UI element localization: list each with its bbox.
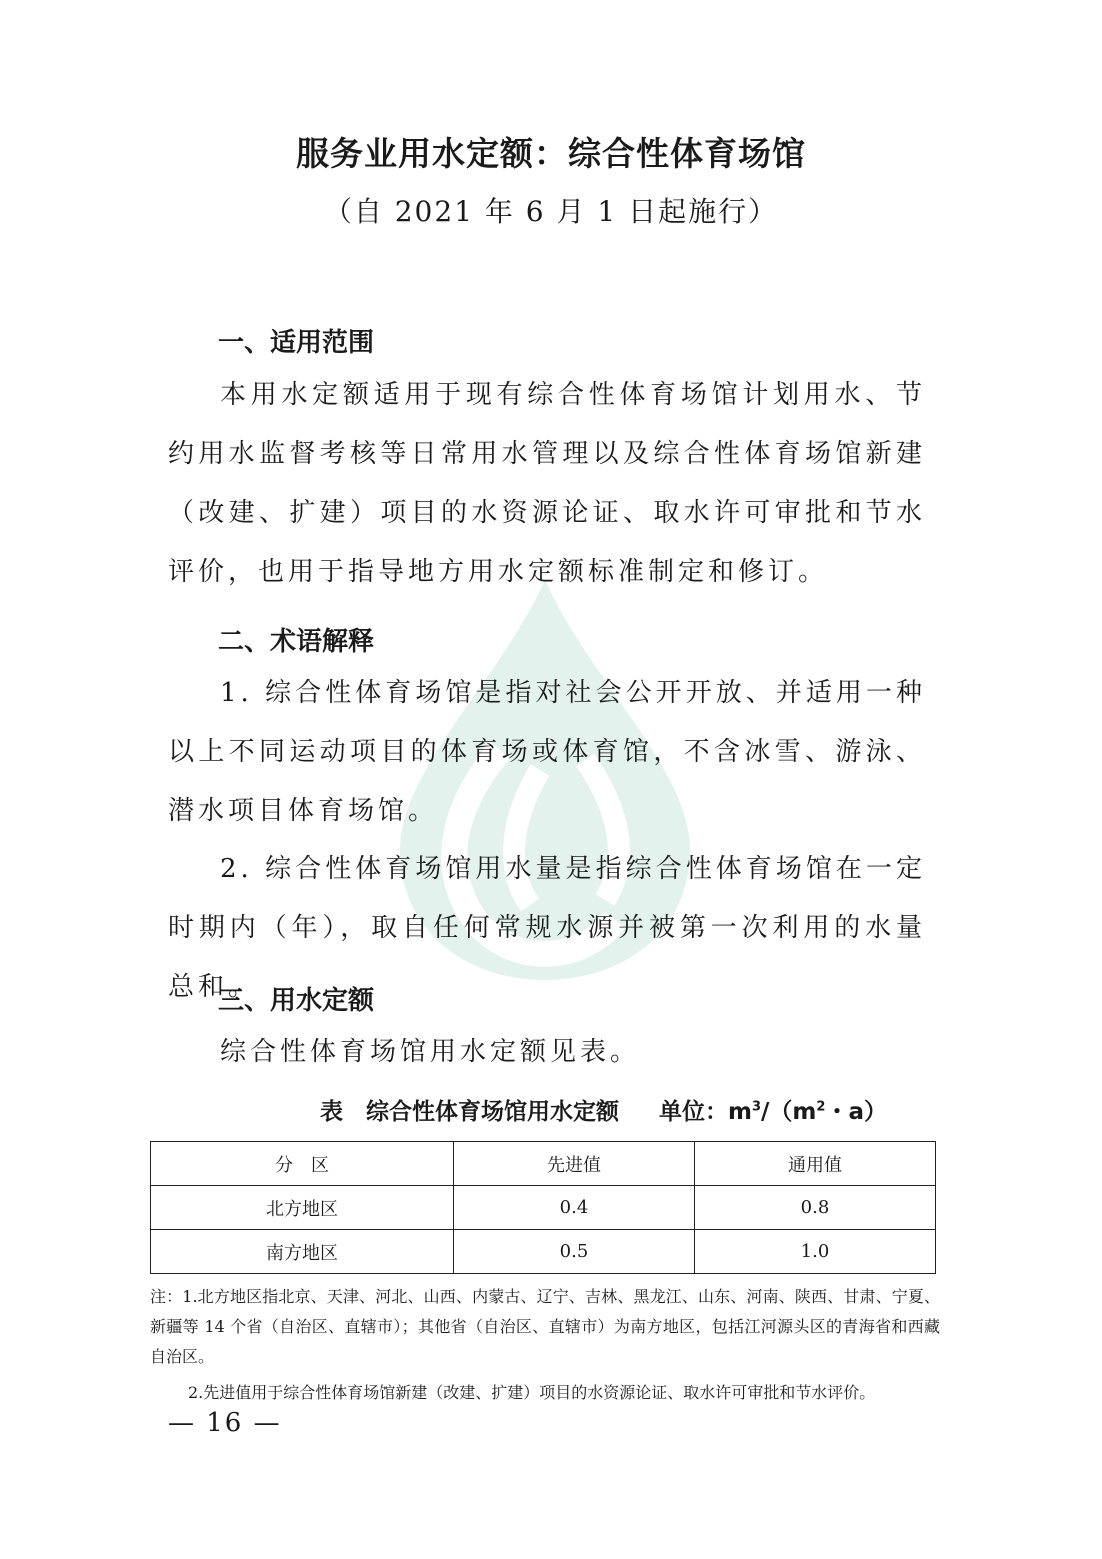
table-note-1: 注：1.北方地区指北京、天津、河北、山西、内蒙古、辽宁、吉林、黑龙江、山东、河南、陕西、甘肃、宁夏、新疆等 14 个省（自治区、直辖市）；其他省（自治区、直辖市）为南方地区，包括江河源头区的青海省和西藏自治区。 [150,1287,940,1366]
cell-general-value: 1.0 [695,1230,936,1274]
page-title: 服务业用水定额：综合性体育场馆 [296,134,806,173]
table-caption [320,1093,887,1126]
header-general-value: 通用值 [695,1142,936,1186]
header-advanced-value: 先进值 [454,1142,695,1186]
paragraph-scope: 本用水定额适用于现有综合性体育场馆计划用水、节约用水监督考核等日常用水管理以及综合性体育场馆新建（改建、扩建）项目的水资源论证、取水许可审批和节水评价，也用于指导地方用水定额标准制定和修订。 [168,380,926,587]
section-heading-scope: 一、适用范围 [218,328,375,358]
table-row [151,1186,936,1230]
cell-region: 南方地区 [151,1230,454,1274]
section-heading-terms: 二、术语解释 [218,627,375,657]
cell-advanced-value: 0.5 [454,1230,695,1274]
table-unit-sup1: 3 [751,1099,762,1115]
section-heading-quota: 三、用水定额 [218,986,375,1016]
water-quota-table [150,1141,936,1274]
cell-region: 北方地区 [151,1186,454,1230]
table-header-row [151,1142,936,1186]
header-region: 分 区 [151,1142,454,1186]
paragraph-quota: 综合性体育场馆用水定额见表。 [220,1037,641,1067]
table-unit-mid: /（m [761,1099,817,1125]
paragraph-term-1: 1. 综合性体育场馆是指对社会公开开放、并适用一种以上不同运动项目的体育场或体育馆，不含冰雪、游泳、潜水项目体育场馆。 [168,678,926,826]
table-unit-suffix: ・a） [825,1099,887,1125]
table-unit-sup2: 2 [816,1099,826,1115]
paragraph-term-2: 2. 综合性体育场馆用水量是指综合性体育场馆在一定时期内（年），取自任何常规水源并被第一次利用的水量总和。 [168,854,926,1002]
table-row [151,1230,936,1274]
table-note-2: 2.先进值用于综合性体育场馆新建（改建、扩建）项目的水资源论证、取水许可审批和节水评价。 [188,1383,876,1402]
table-unit-prefix: 单位：m [659,1099,752,1125]
cell-general-value: 0.8 [695,1186,936,1230]
effective-date: （自 2021 年 6 月 1 日起施行） [323,195,779,228]
page-number: — 16 — [168,1408,282,1438]
cell-advanced-value: 0.4 [454,1186,695,1230]
table-caption-label: 表 综合性体育场馆用水定额 [320,1099,619,1125]
